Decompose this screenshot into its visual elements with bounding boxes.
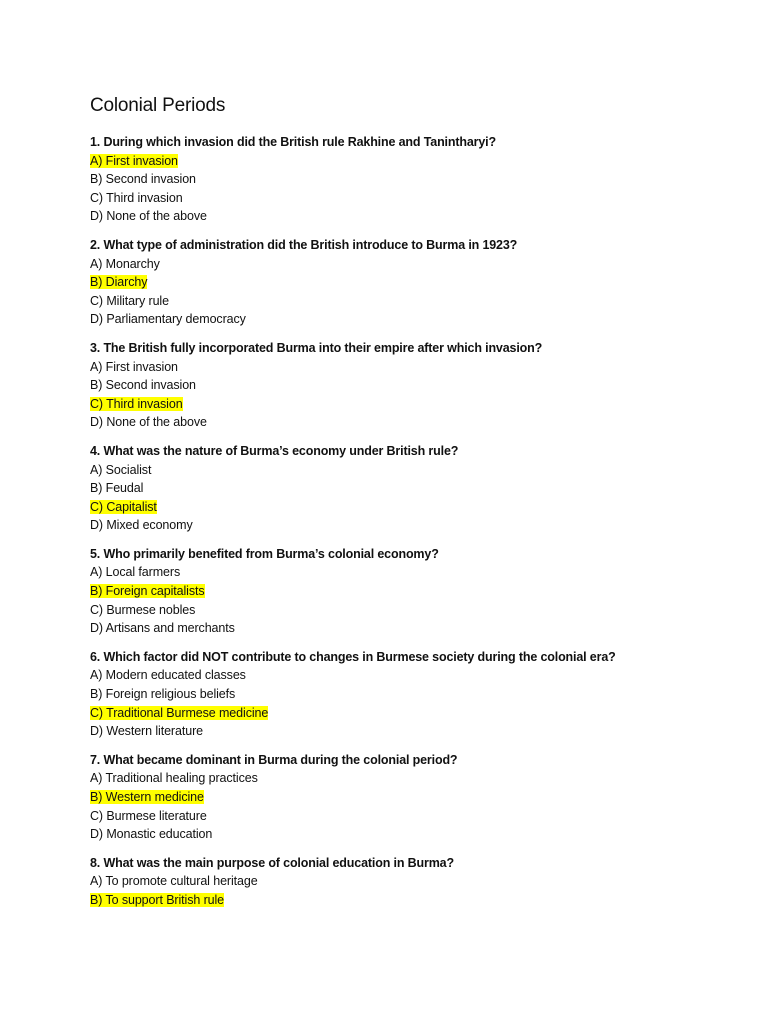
answer-option xyxy=(90,461,730,480)
answer-option-text: A) To promote cultural heritage xyxy=(90,874,258,889)
answer-option xyxy=(90,666,730,685)
answer-option-highlighted xyxy=(90,395,730,414)
answer-option-text: A) First invasion xyxy=(90,359,178,374)
question-block xyxy=(90,133,730,226)
answer-option xyxy=(90,376,730,395)
question-text: 7. What became dominant in Burma during the colonial period? xyxy=(90,752,458,767)
answer-option-text: C) Capitalist xyxy=(90,499,157,514)
question-text: 6. Which factor did NOT contribute to changes in Burmese society during the colonial era? xyxy=(90,649,616,664)
answer-option-text: C) Traditional Burmese medicine xyxy=(90,705,269,720)
answer-option xyxy=(90,769,730,788)
answer-option-text: A) Monarchy xyxy=(90,256,160,271)
question-block xyxy=(90,236,730,329)
answer-option-text: D) None of the above xyxy=(90,209,207,224)
answer-option-highlighted xyxy=(90,788,730,807)
question-text: 2. What type of administration did the British introduce to Burma in 1923? xyxy=(90,237,518,252)
answer-option-text: B) Western medicine xyxy=(90,790,204,804)
answer-option-text: B) Foreign capitalists xyxy=(90,584,205,599)
answer-option-text: C) Burmese literature xyxy=(90,808,207,823)
question-block xyxy=(90,442,730,535)
answer-option xyxy=(90,516,730,535)
question-block xyxy=(90,648,730,741)
answer-option-text: D) Parliamentary democracy xyxy=(90,312,246,327)
answer-option-text: C) Burmese nobles xyxy=(90,602,196,617)
answer-option-text: B) Diarchy xyxy=(90,275,148,290)
question-block xyxy=(90,339,730,432)
answer-option-text: D) Western literature xyxy=(90,724,203,739)
question-block xyxy=(90,545,730,638)
answer-option-text: B) Second invasion xyxy=(90,172,196,187)
page-title: Colonial Periods xyxy=(90,95,226,116)
question-text: 1. During which invasion did the British rule Rakhine and Tanintharyi? xyxy=(90,135,496,149)
answer-option-highlighted xyxy=(90,273,730,292)
answer-option xyxy=(90,807,730,826)
question-block xyxy=(90,854,730,910)
question-block xyxy=(90,751,730,844)
answer-option-highlighted xyxy=(90,152,730,171)
answer-option xyxy=(90,358,730,377)
answer-option-highlighted xyxy=(90,582,730,601)
answer-option-text: D) Monastic education xyxy=(90,827,213,842)
answer-option xyxy=(90,207,730,226)
answer-option xyxy=(90,189,730,208)
answer-option-text: D) Mixed economy xyxy=(90,518,193,533)
answer-option-text: D) Artisans and merchants xyxy=(90,621,235,636)
answer-option xyxy=(90,685,730,704)
answer-option xyxy=(90,255,730,274)
answer-option-text: A) Traditional healing practices xyxy=(90,771,258,786)
answer-option-highlighted xyxy=(90,498,730,517)
answer-option-text: A) Socialist xyxy=(90,462,152,477)
document-page xyxy=(90,94,730,920)
answer-option-text: C) Third invasion xyxy=(90,396,183,411)
answer-option-text: C) Third invasion xyxy=(90,190,183,205)
answer-option xyxy=(90,310,730,329)
answer-option xyxy=(90,825,730,844)
answer-option xyxy=(90,601,730,620)
answer-option-text: A) First invasion xyxy=(90,153,178,168)
question-text: 4. What was the nature of Burma’s economy under British rule? xyxy=(90,443,459,458)
answer-option xyxy=(90,563,730,582)
answer-option xyxy=(90,170,730,189)
answer-option-text: B) Second invasion xyxy=(90,378,196,393)
answer-option xyxy=(90,722,730,741)
answer-option-text: B) To support British rule xyxy=(90,892,225,907)
answer-option xyxy=(90,619,730,638)
question-text: 3. The British fully incorporated Burma into their empire after which invasion? xyxy=(90,340,543,355)
answer-option-text: B) Feudal xyxy=(90,481,144,496)
answer-option-text: B) Foreign religious beliefs xyxy=(90,687,236,702)
answer-option-highlighted xyxy=(90,891,730,910)
answer-option-text: C) Military rule xyxy=(90,293,169,308)
question-list xyxy=(90,133,730,910)
question-text: 5. Who primarily benefited from Burma’s colonial economy? xyxy=(90,546,439,561)
answer-option xyxy=(90,479,730,498)
answer-option-highlighted xyxy=(90,704,730,723)
answer-option-text: D) None of the above xyxy=(90,415,207,430)
answer-option xyxy=(90,413,730,432)
question-text: 8. What was the main purpose of colonial education in Burma? xyxy=(90,855,454,870)
answer-option xyxy=(90,292,730,311)
answer-option-text: A) Modern educated classes xyxy=(90,668,246,683)
answer-option xyxy=(90,872,730,891)
answer-option-text: A) Local farmers xyxy=(90,565,181,580)
